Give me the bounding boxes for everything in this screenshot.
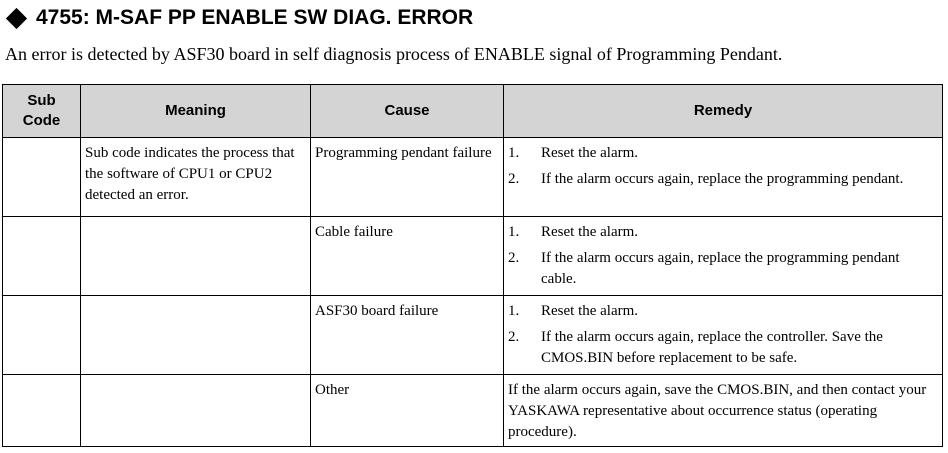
remedy-step — [508, 169, 938, 190]
remedy-step — [508, 248, 938, 290]
table-row — [3, 296, 943, 375]
diamond-bullet-icon — [6, 7, 27, 28]
remedy-cell — [504, 138, 943, 217]
remedy-cell — [504, 217, 943, 296]
remedy-step — [508, 143, 938, 164]
header-sub-code: Sub Code — [3, 85, 81, 138]
step-number: 1. — [508, 224, 520, 240]
table-row — [3, 375, 943, 447]
header-meaning: Meaning — [81, 85, 311, 138]
meaning-cell — [81, 296, 311, 375]
alarm-title — [6, 4, 473, 32]
step-text: Reset the alarm. — [541, 303, 639, 319]
sub-code-cell — [3, 217, 81, 296]
sub-code-cell — [3, 296, 81, 375]
sub-code-cell — [3, 375, 81, 447]
cause-cell: Other — [311, 375, 504, 447]
remedy-step — [508, 222, 938, 243]
table-row — [3, 138, 943, 217]
sub-code-cell — [3, 138, 81, 217]
step-number: 2. — [508, 250, 520, 266]
table-header-row — [3, 85, 943, 138]
step-text: If the alarm occurs again, replace the programming pendant. — [541, 171, 904, 187]
alarm-table — [2, 84, 943, 447]
step-number: 2. — [508, 329, 520, 345]
step-text: Reset the alarm. — [541, 224, 639, 240]
remedy-step — [508, 301, 938, 322]
step-number: 1. — [508, 303, 520, 319]
remedy-step — [508, 327, 938, 369]
table-row — [3, 217, 943, 296]
alarm-title-text: 4755: M-SAF PP ENABLE SW DIAG. ERROR — [36, 6, 474, 29]
step-text: If the alarm occurs again, replace the programming pendant cable. — [541, 250, 900, 287]
alarm-description: An error is detected by ASF30 board in self diagnosis process of ENABLE signal of Programming Pendant. — [5, 44, 783, 64]
meaning-cell — [81, 375, 311, 447]
meaning-cell — [81, 217, 311, 296]
step-number: 1. — [508, 145, 520, 161]
step-text: Reset the alarm. — [541, 145, 639, 161]
step-number: 2. — [508, 171, 520, 187]
step-text: If the alarm occurs again, replace the controller. Save the CMOS.BIN before replacement to be safe. — [541, 329, 883, 366]
meaning-cell: Sub code indicates the process that the software of CPU1 or CPU2 detected an error. — [81, 138, 311, 217]
header-remedy: Remedy — [504, 85, 943, 138]
remedy-cell: If the alarm occurs again, save the CMOS.BIN, and then contact your YASKAWA representative about occurrence status (operating procedure). — [504, 375, 943, 447]
cause-cell: Cable failure — [311, 217, 504, 296]
header-cause: Cause — [311, 85, 504, 138]
cause-cell: Programming pendant failure — [311, 138, 504, 217]
cause-cell: ASF30 board failure — [311, 296, 504, 375]
remedy-cell — [504, 296, 943, 375]
